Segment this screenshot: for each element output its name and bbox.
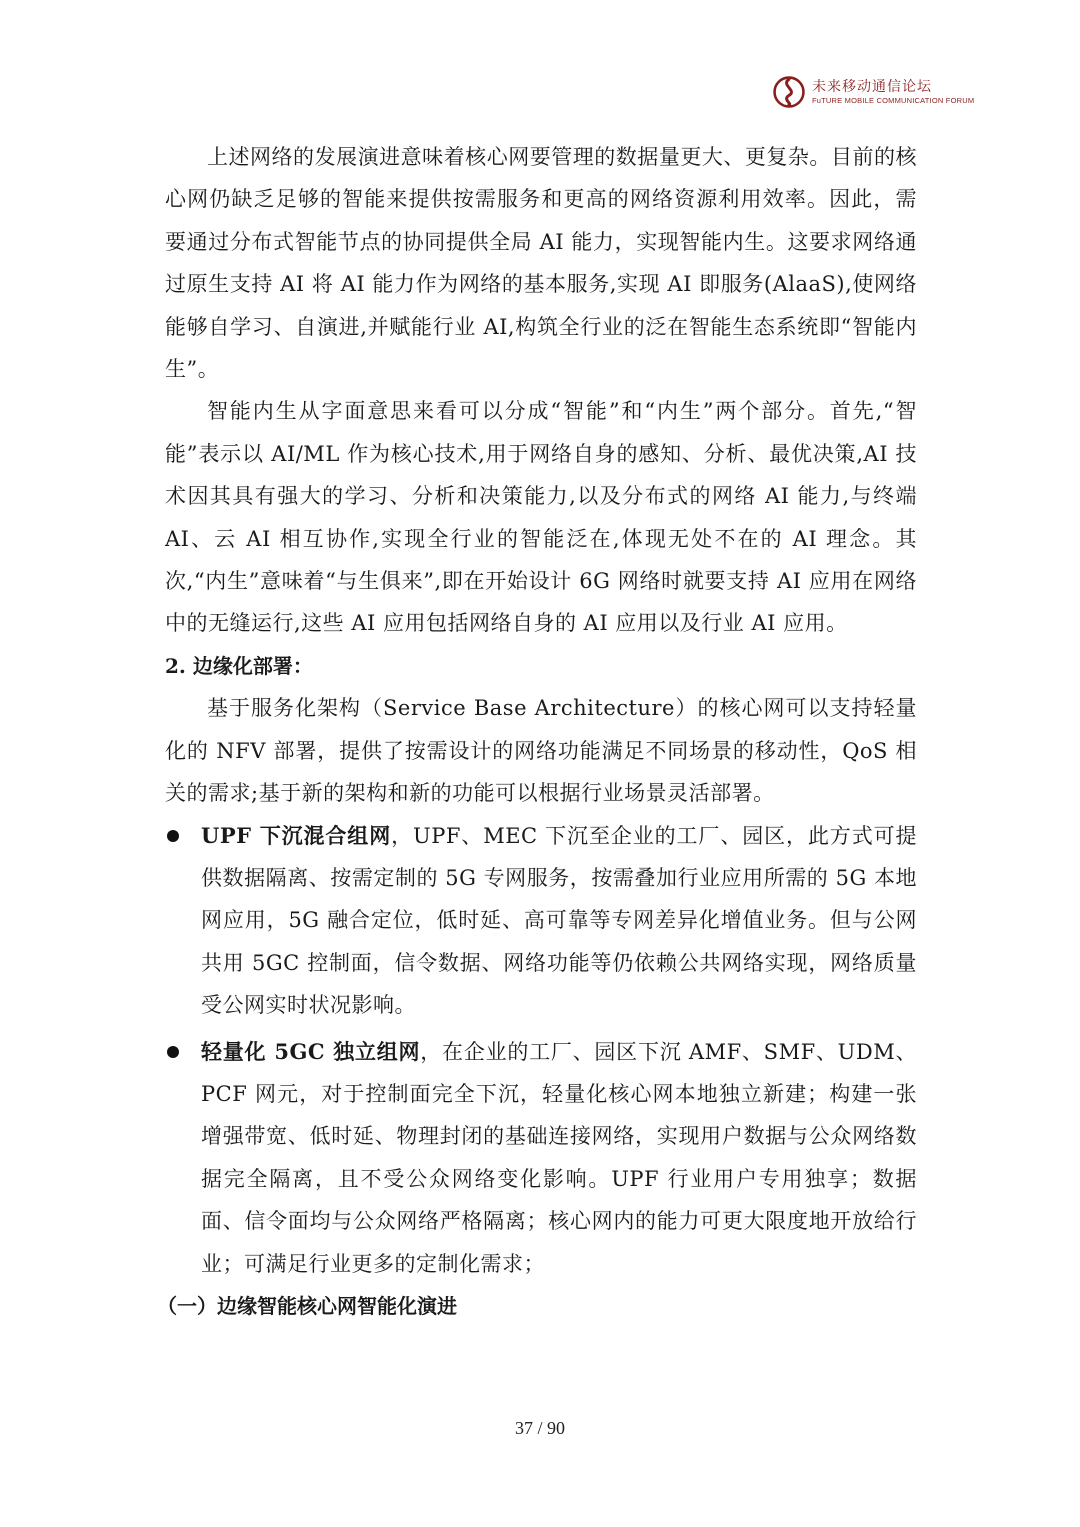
page-content bbox=[157, 136, 917, 1327]
paragraph-native-intelligence: 智能内生从字面意思来看可以分成“智能”和“内生”两个部分。首先,“智能”表示以 AI/ML 作为核心技术,用于网络自身的感知、分析、最优决策,AI 技术因其具有强大的学习、分析和决策能力,以及分布式的网络 AI 能力,与终端 AI、云 AI 相互协作,实现全行业的智能泛在,体现无处不在的 AI 理念。其次,“内生”意味着“与生俱来”,即在开始设计 6G 网络时就要支持 AI 应用在网络中的无缝运行,这些 AI 应用包括网络自身的 AI 应用以及行业 AI 应用。 bbox=[165, 399, 917, 636]
bullet-dot-icon bbox=[167, 830, 179, 842]
bullet-title: UPF 下沉混合组网 bbox=[201, 822, 392, 848]
logo-title-en: FuTURE MOBILE COMMUNICATION FORUM bbox=[812, 95, 975, 105]
header-logo bbox=[772, 72, 975, 112]
page-number: 37 / 90 bbox=[514, 1418, 565, 1438]
bullet-dot-icon bbox=[167, 1046, 179, 1058]
bullet-upf-hybrid bbox=[165, 815, 917, 1027]
bullet-text: ，UPF、MEC 下沉至企业的工厂、园区，此方式可提供数据隔离、按需定制的 5G 专网服务，按需叠加行业应用所需的 5G 本地网应用，5G 融合定位，低时延、高可靠等专网差异化增值业务。但与公网共用 5GC 控制面，信令数据、网络功能等仍依赖公共网络实现，网络质量受公网实时状况影响。 bbox=[201, 823, 917, 1018]
bullet-lightweight-5gc bbox=[165, 1031, 917, 1285]
paragraph-network-evolution: 上述网络的发展演进意味着核心网要管理的数据量更大、更复杂。目前的核心网仍缺乏足够的智能来提供按需服务和更高的网络资源利用效率。因此，需要通过分布式智能节点的协同提供全局 AI 能力，实现智能内生。这要求网络通过原生支持 AI 将 AI 能力作为网络的基本服务,实现 AI 即服务(AlaaS),使网络能够自学习、自演进,并赋能行业 AI,构筑全行业的泛在智能生态系统即“智能内生”。 bbox=[165, 145, 917, 382]
heading-edge-deployment: 2. 边缘化部署： bbox=[165, 653, 313, 678]
section-heading-edge-intelligence: （一）边缘智能核心网智能化演进 bbox=[157, 1293, 457, 1318]
forum-logo-icon bbox=[772, 75, 806, 109]
bullet-text: ，在企业的工厂、园区下沉 AMF、SMF、UDM、PCF 网元，对于控制面完全下沉，轻量化核心网本地独立新建；构建一张增强带宽、低时延、物理封闭的基础连接网络，实现用户数据与公众网络数据完全隔离，且不受公众网络变化影响。UPF 行业用户专用独享；数据面、信令面均与公众网络严格隔离；核心网内的能力可更大限度地开放给行业；可满足行业更多的定制化需求； bbox=[201, 1039, 917, 1276]
logo-title-cn: 未来移动通信论坛 bbox=[812, 78, 932, 95]
logo-text bbox=[812, 80, 974, 105]
paragraph-service-architecture: 基于服务化架构（Service Base Architecture）的核心网可以支持轻量化的 NFV 部署，提供了按需设计的网络功能满足不同场景的移动性，QoS 相关的需求;基于新的架构和新的功能可以根据行业场景灵活部署。 bbox=[165, 696, 917, 806]
bullet-title: 轻量化 5GC 独立组网 bbox=[201, 1038, 421, 1064]
